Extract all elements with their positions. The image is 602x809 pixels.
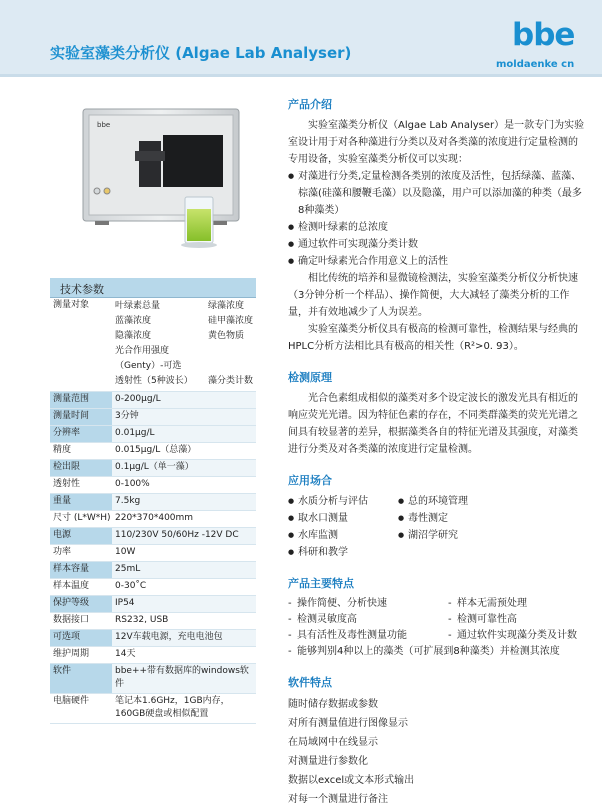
indicator-led-2 <box>104 188 110 194</box>
application-item: ● 总的环境管理 <box>398 493 578 510</box>
feature-item: - 检测可靠性高 <box>448 612 588 628</box>
spec-row <box>50 494 256 511</box>
measure-item <box>208 344 256 374</box>
feature-item: - 具有活性及毒性测量功能 <box>288 628 448 644</box>
software-feature: 数据以excel或文本形式输出 <box>288 775 415 786</box>
spec-value: 14天 <box>112 647 256 664</box>
spec-row <box>50 426 256 443</box>
spec-row <box>50 664 256 694</box>
brand-logo-subtitle: moldaenke cn <box>496 59 575 70</box>
software-feature: 对每一个测量进行备注 <box>288 794 388 805</box>
intro-paragraph-1: 实验室藻类分析仪（Algae Lab Analyser）是一款专门为实验室设计用于对各种藻进行分类以及对各类藻的浓度进行定量检测的专用设备，实验室藻类分析仪可以实现： <box>288 120 585 165</box>
spec-key: 透射性 <box>50 477 112 494</box>
sample-holder <box>139 141 161 187</box>
measure-item: 硅甲藻浓度 <box>208 316 254 326</box>
spec-key: 分辨率 <box>50 426 112 443</box>
product-photo <box>77 105 265 255</box>
application-item: ● 水库监测 <box>288 527 398 544</box>
spec-value: 0.015μg/L（总藻） <box>112 443 256 460</box>
spec-value: 0-200μg/L <box>112 392 256 409</box>
spec-value: 110/230V 50/60Hz -12V DC <box>112 528 256 545</box>
spec-row <box>50 613 256 630</box>
spec-key: 测量时间 <box>50 409 112 426</box>
spec-key: 电脑硬件 <box>50 694 112 724</box>
spec-row <box>50 647 256 664</box>
software-feature: 在局域网中在线显示 <box>288 737 378 748</box>
measure-item: 蓝藻浓度 <box>115 316 152 326</box>
intro-bullet: ● 对藻进行分类,定量检测各类别的浓度及活性，包括绿藻、蓝藻、棕藻(硅藻和腰鞭毛藻）以及隐藻，用户可以添加藻的种类（最多8种藻类） <box>288 168 586 219</box>
intro-paragraph-3: 实验室藻类分析仪具有极高的检测可靠性，检测结果与经典的HPLC分析方法相比具有极高的相关性（R²>0. 93）。 <box>288 324 578 352</box>
application-item: ● 取水口测量 <box>288 510 398 527</box>
feature-item: - 检测灵敏度高 <box>288 612 448 628</box>
sample-holder-lid <box>135 151 165 161</box>
features-list <box>288 596 586 644</box>
beaker-base-shadow <box>181 242 217 248</box>
algae-sample-liquid <box>187 209 211 241</box>
spec-key: 功率 <box>50 545 112 562</box>
spec-key: 样本温度 <box>50 579 112 596</box>
page-title: 实验室藻类分析仪 (Algae Lab Analyser) <box>50 44 352 62</box>
spec-value <box>112 298 256 392</box>
feature-item: - 样本无需预处理 <box>448 596 588 612</box>
measure-item: 叶绿素总量 <box>115 301 161 311</box>
software-title: 软件特点 <box>288 676 332 689</box>
header-divider <box>0 74 602 77</box>
applications-list <box>288 493 586 561</box>
software-feature: 对所有测量值进行图像显示 <box>288 718 408 729</box>
measure-item: 绿藻浓度 <box>208 301 245 311</box>
optical-window <box>163 135 223 187</box>
spec-row <box>50 596 256 613</box>
feature-item: - 通过软件实现藻分类及计数 <box>448 628 588 644</box>
measure-item: 隐藻浓度 <box>115 331 152 341</box>
spec-value: 0-30˚C <box>112 579 256 596</box>
spec-row <box>50 630 256 647</box>
indicator-led-1 <box>94 188 100 194</box>
spec-value: 3分钟 <box>112 409 256 426</box>
spec-value: 0.01μg/L <box>112 426 256 443</box>
spec-key: 测量范围 <box>50 392 112 409</box>
analyser-foot-left <box>95 221 109 225</box>
device-label: bbe <box>97 121 111 129</box>
spec-row <box>50 460 256 477</box>
measure-item: 透射性（5种波长） <box>115 376 193 386</box>
spec-value: 25mL <box>112 562 256 579</box>
spec-value <box>112 694 256 724</box>
brand-logo: bbe <box>512 17 575 53</box>
hardware-line: 笔记本1.6GHz，1GB内存， <box>115 696 230 706</box>
spec-value: IP54 <box>112 596 256 613</box>
principle-paragraph: 光合色素组成相似的藻类对多个设定波长的激发光具有相近的响应荧光光谱。因为特征色素的存在，不同类群藻类的荧光光谱之间具有较显著的差异，根据藻类各自的特征光谱及其强度，对藻类进行分类及对各类藻的浓度进行定量检测。 <box>288 393 578 455</box>
application-item: ● 毒性测定 <box>398 510 578 527</box>
measure-item: 藻分类计数 <box>208 376 254 386</box>
spec-key: 测量对象 <box>50 298 112 392</box>
spec-value: 220*370*400mm <box>112 511 256 528</box>
software-features-list <box>288 695 586 809</box>
software-feature: 对测量进行参数化 <box>288 756 368 767</box>
spec-key: 软件 <box>50 664 112 694</box>
hardware-line: 160GB硬盘或相似配置 <box>115 709 209 719</box>
spec-key: 维护周期 <box>50 647 112 664</box>
feature-item: - 操作简便、分析快速 <box>288 596 448 612</box>
application-item: ● 水质分析与评估 <box>288 493 398 510</box>
spec-row <box>50 562 256 579</box>
measure-item: 光合作用强度（Genty）-可选 <box>115 346 182 371</box>
spec-value: 7.5kg <box>112 494 256 511</box>
spec-row <box>50 443 256 460</box>
spec-key: 可选项 <box>50 630 112 647</box>
intro-title: 产品介绍 <box>288 98 332 111</box>
spec-row-measure <box>50 298 256 392</box>
spec-row-hardware <box>50 694 256 724</box>
spec-row <box>50 409 256 426</box>
application-item: ● 湖沼学研究 <box>398 527 578 544</box>
spec-key: 尺寸 (L*W*H) <box>50 511 112 528</box>
spec-row <box>50 511 256 528</box>
spec-row <box>50 545 256 562</box>
intro-paragraph-2: 相比传统的培养和显微镜检测法，实验室藻类分析仪分析快速（3分钟分析一个样品）、操作简便，大大减轻了藻类分析的工作量，并有效地减少了人为误差。 <box>288 273 578 318</box>
applications-title: 应用场合 <box>288 474 332 487</box>
spec-value: 0.1μg/L（单一藻） <box>112 460 256 477</box>
spec-value: bbe++带有数据库的windows软件 <box>112 664 256 694</box>
spec-row <box>50 392 256 409</box>
spec-key: 检出限 <box>50 460 112 477</box>
spec-row <box>50 477 256 494</box>
principle-title: 检测原理 <box>288 371 332 384</box>
spec-table <box>50 298 256 724</box>
application-item: ● 科研和教学 <box>288 544 398 561</box>
spec-table-title: 技术参数 <box>50 278 256 297</box>
measure-items <box>115 299 256 389</box>
spec-value: RS232, USB <box>112 613 256 630</box>
measure-item: 黄色物质 <box>208 331 245 341</box>
features-title: 产品主要特点 <box>288 577 354 590</box>
software-feature: 随时储存数据或参数 <box>288 699 378 710</box>
spec-row <box>50 528 256 545</box>
intro-bullet: ● 通过软件可实现藻分类计数 <box>288 236 586 253</box>
spec-key: 重量 <box>50 494 112 511</box>
intro-bullet: ● 确定叶绿素光合作用意义上的活性 <box>288 253 586 270</box>
spec-value: 10W <box>112 545 256 562</box>
spec-value: 12V车载电源，充电电池包 <box>112 630 256 647</box>
spec-key: 数据接口 <box>50 613 112 630</box>
spec-key: 电源 <box>50 528 112 545</box>
spec-key: 精度 <box>50 443 112 460</box>
spec-row <box>50 579 256 596</box>
spec-value: 0-100% <box>112 477 256 494</box>
intro-bullet: ● 检测叶绿素的总浓度 <box>288 219 586 236</box>
spec-key: 保护等级 <box>50 596 112 613</box>
intro-bullet-list <box>288 168 586 270</box>
analyser-foot-right <box>213 221 227 225</box>
feature-item-last: - 能够判别4种以上的藻类（可扩展到8种藻类）并检测其浓度 <box>288 644 586 660</box>
right-column <box>288 96 586 809</box>
spec-key: 样本容量 <box>50 562 112 579</box>
